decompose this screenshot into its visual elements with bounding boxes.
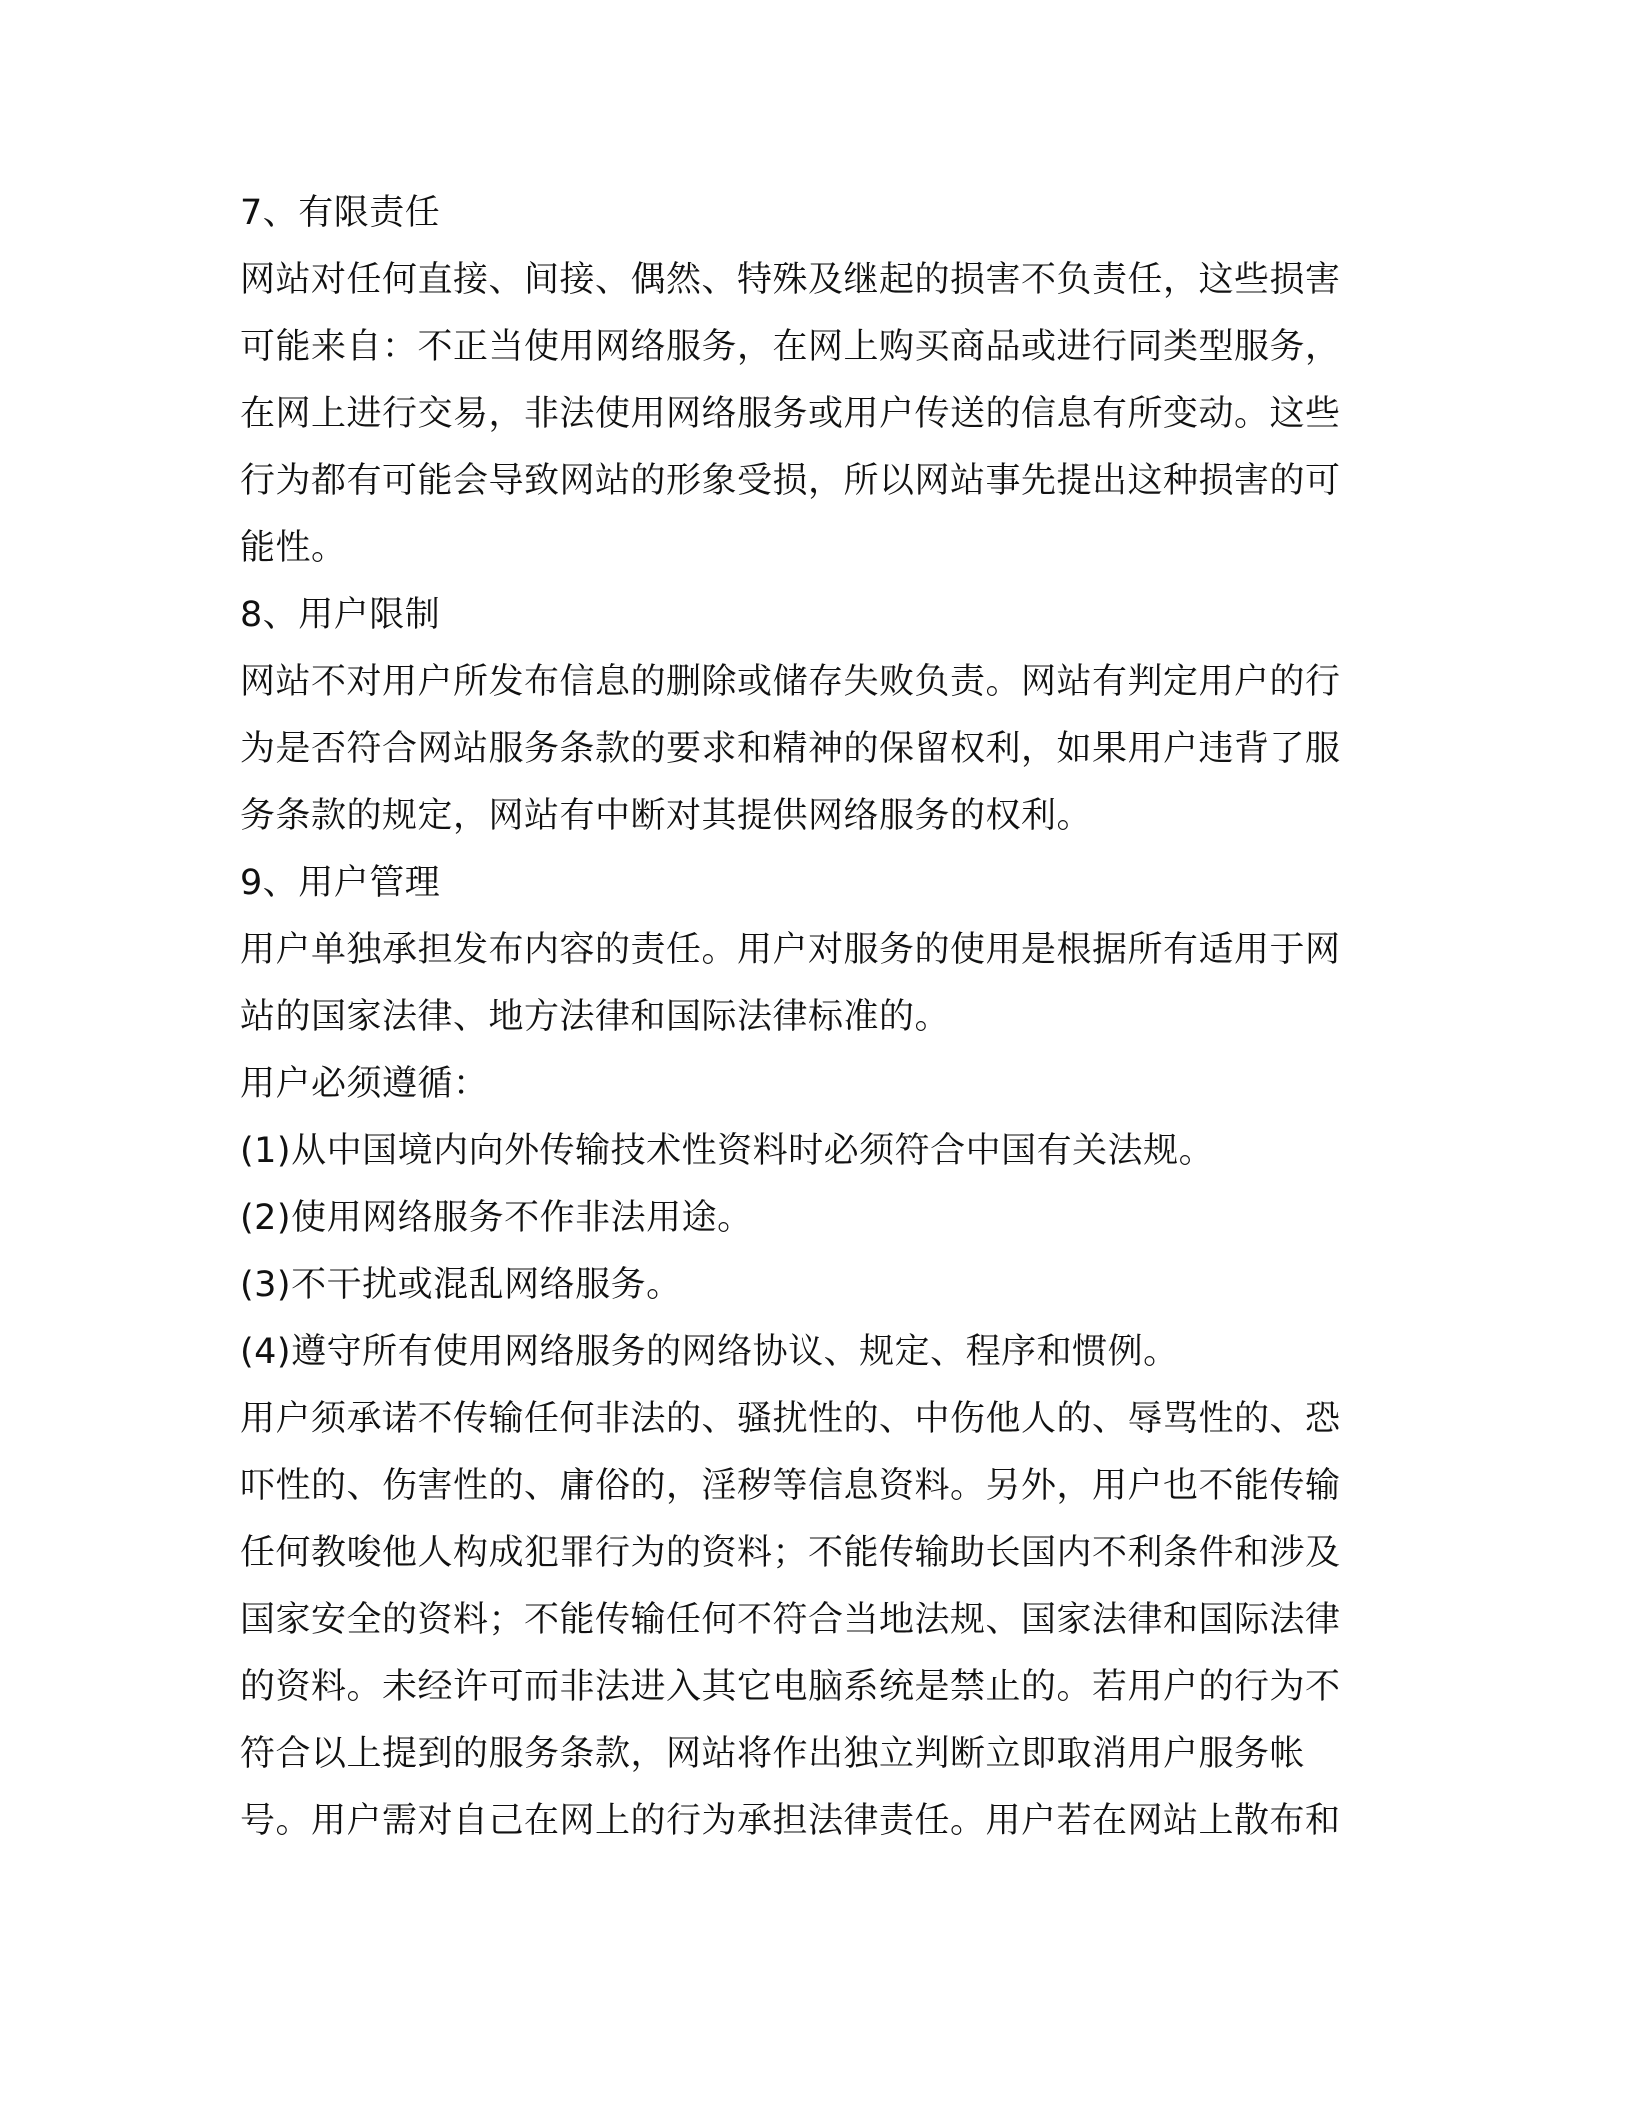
section-7-line: 能性。 (240, 528, 347, 568)
section-9-heading: 9、用户管理 (240, 863, 441, 903)
section-7-line: 网站对任何直接、间接、偶然、特殊及继起的损害不负责任，这些损害 (240, 260, 1341, 300)
section-8-line: 为是否符合网站服务条款的要求和精神的保留权利，如果用户违背了服 (240, 729, 1341, 769)
section-9-intro-line: 用户单独承担发布内容的责任。用户对服务的使用是根据所有适用于网 (240, 930, 1341, 970)
section-9-rule: (1)从中国境内向外传输技术性资料时必须符合中国有关法规。 (240, 1131, 1215, 1171)
section-7-line: 在网上进行交易，非法使用网络服务或用户传送的信息有所变动。这些 (240, 394, 1341, 434)
section-9-intro-line: 站的国家法律、地方法律和国际法律标准的。 (240, 997, 951, 1037)
section-8-line: 网站不对用户所发布信息的删除或储存失败负责。网站有判定用户的行 (240, 662, 1341, 702)
section-9-must-follow: 用户必须遵循： (240, 1064, 489, 1104)
section-9-commitment-line: 任何教唆他人构成犯罪行为的资料；不能传输助长国内不利条件和涉及 (240, 1533, 1341, 1573)
section-8-heading: 8、用户限制 (240, 595, 441, 635)
section-9-commitment-line: 用户须承诺不传输任何非法的、骚扰性的、中伤他人的、辱骂性的、恐 (240, 1399, 1341, 1439)
section-9-commitment-line: 国家安全的资料；不能传输任何不符合当地法规、国家法律和国际法律 (240, 1600, 1341, 1640)
section-9-commitment-line: 符合以上提到的服务条款，网站将作出独立判断立即取消用户服务帐 (240, 1734, 1306, 1774)
section-9-rule: (2)使用网络服务不作非法用途。 (240, 1198, 753, 1238)
section-9-rule: (3)不干扰或混乱网络服务。 (240, 1265, 682, 1305)
document-body (240, 180, 1400, 1855)
section-9-rule: (4)遵守所有使用网络服务的网络协议、规定、程序和惯例。 (240, 1332, 1179, 1372)
section-8-line: 务条款的规定，网站有中断对其提供网络服务的权利。 (240, 796, 1093, 836)
section-7-line: 可能来自：不正当使用网络服务，在网上购买商品或进行同类型服务， (240, 327, 1341, 367)
section-9-commitment-line: 的资料。未经许可而非法进入其它电脑系统是禁止的。若用户的行为不 (240, 1667, 1341, 1707)
section-7-heading: 7、有限责任 (240, 193, 441, 233)
section-9-commitment-line: 号。用户需对自己在网上的行为承担法律责任。用户若在网站上散布和 (240, 1801, 1341, 1841)
section-9-commitment-line: 吓性的、伤害性的、庸俗的，淫秽等信息资料。另外，用户也不能传输 (240, 1466, 1341, 1506)
section-7-line: 行为都有可能会导致网站的形象受损，所以网站事先提出这种损害的可 (240, 461, 1341, 501)
